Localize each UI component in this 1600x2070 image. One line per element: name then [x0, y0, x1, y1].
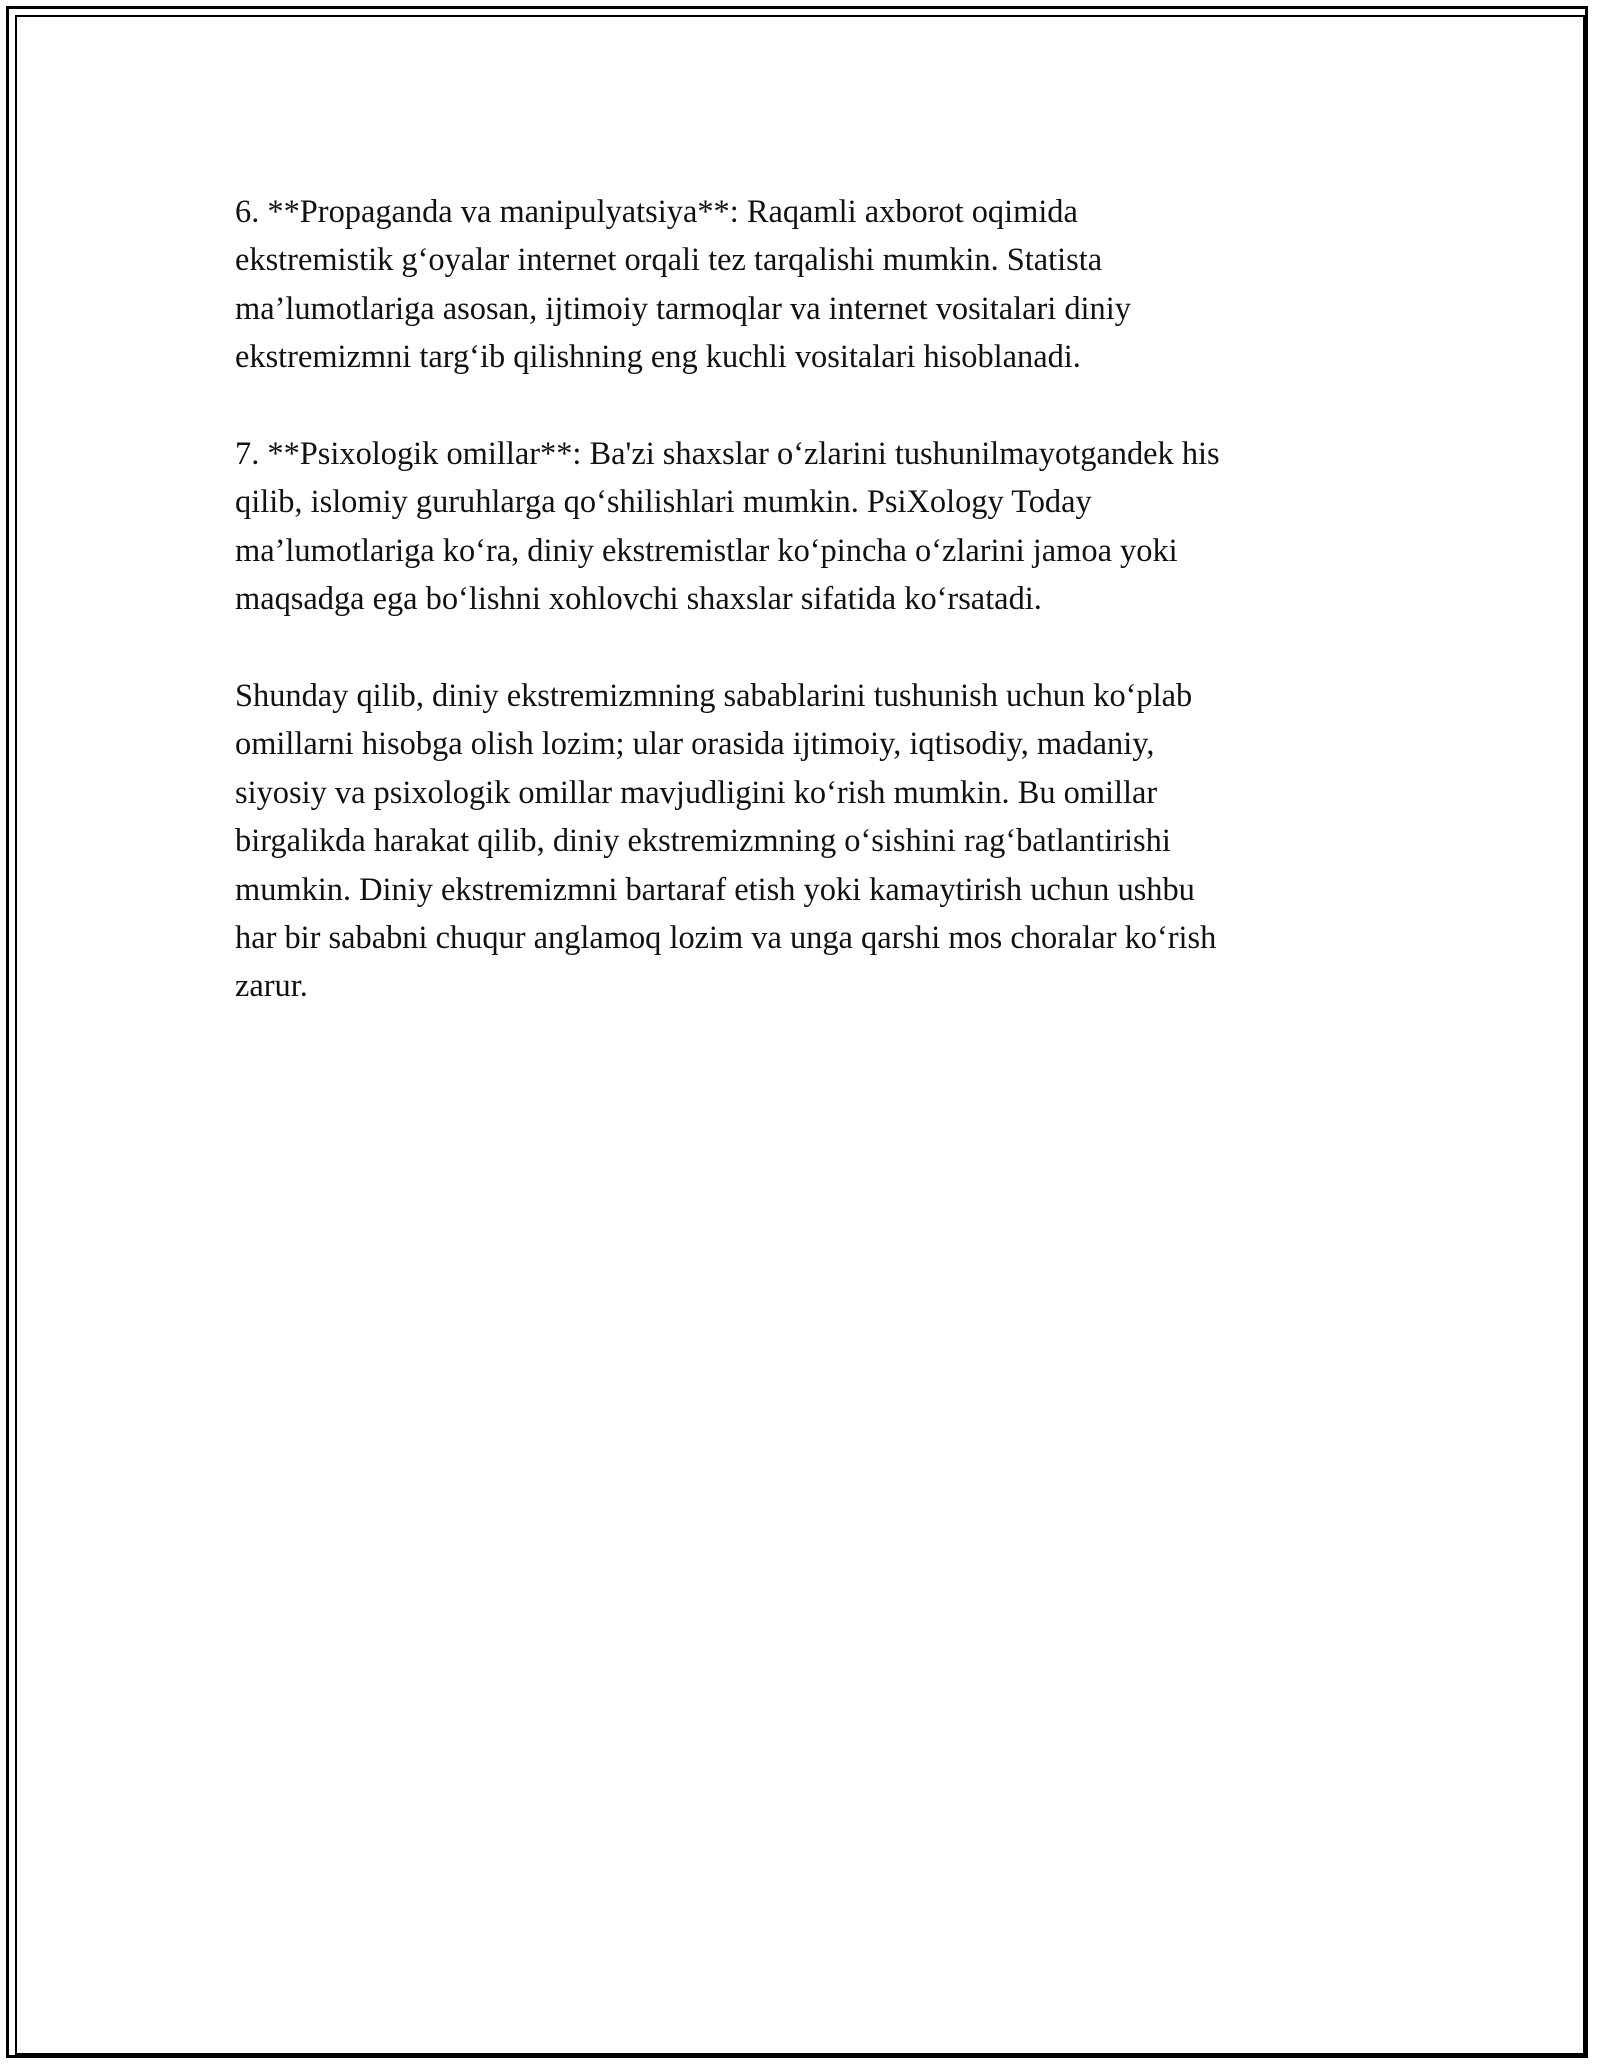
- paragraph-conclusion: Shunday qilib, diniy ekstremizmning sabablarini tushunish uchun ko‘plab omillarni hisobga olish lozim; ular orasida ijtimoiy, iqtisodiy, madaniy, siyosiy va psixologik omillar mavjudligini ko‘rish mumkin. Bu omillar birgalikda harakat qilib, diniy ekstremizmning o‘sishini rag‘batlantirishi mumkin. Diniy ekstremizmni bartaraf etish yoki kamaytirish uchun ushbu har bir sababni chuqur anglamoq lozim va unga qarshi mos choralar ko‘rish zarur.: [235, 678, 1217, 1005]
- paragraph-psychological-factors: 7. **Psixologik omillar**: Ba'zi shaxslar o‘zlarini tushunilmayotgandek his qilib, islomiy guruhlarga qo‘shilishlari mumkin. PsiXology Today ma’lumotlariga ko‘ra, diniy ekstremistlar ko‘pincha o‘zlarini jamoa yoki maqsadga ega bo‘lishni xohlovchi shaxslar sifatida ko‘rsatadi.: [235, 436, 1220, 618]
- paragraph-propaganda: 6. **Propaganda va manipulyatsiya**: Raqamli axborot oqimida ekstremistik g‘oyalar internet orqali tez tarqalishi mumkin. Statista ma’lumotlariga asosan, ijtimoiy tarmoqlar va internet vositalari diniy ekstremizmni targ‘ib qilishning eng kuchli vositalari hisoblanadi.: [235, 194, 1131, 376]
- document-body: [235, 188, 1375, 1011]
